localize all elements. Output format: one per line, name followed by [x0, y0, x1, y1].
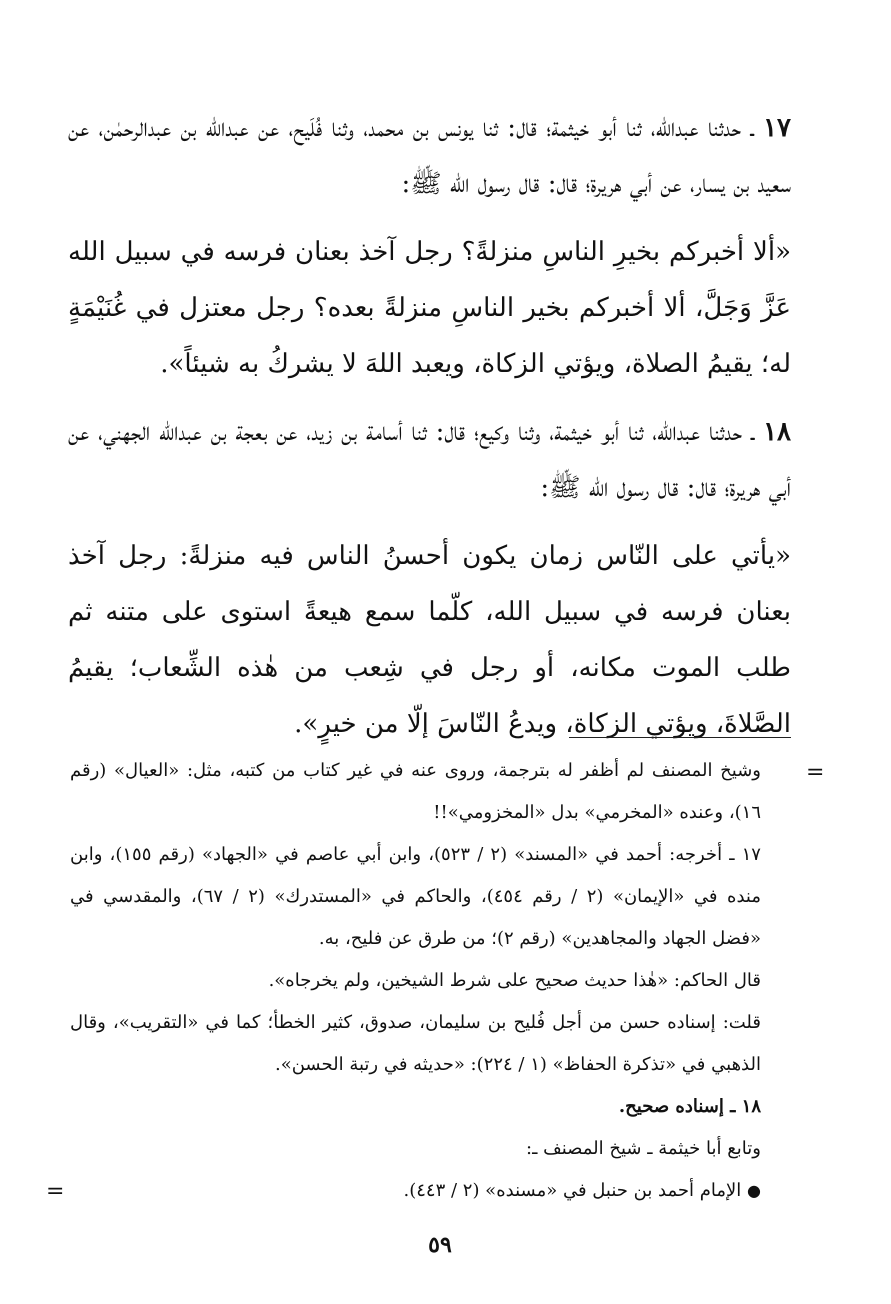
- footnote-17-qultu: قلت: إسناده حسن من أجل فُليح بن سليمان، صدوق، كثير الخطأ؛ كما في «التقريب»، وقال الذهبي في «تذكرة الحفاظ» (١ / ٢٢٤): «حديثه في رتبة الحسن».: [70, 1012, 761, 1075]
- hadith-17-number: ١٧: [763, 113, 791, 143]
- footnote-separator: [569, 737, 791, 738]
- hadith-17-isnad-text: ـ حدثنا عبدالله، ثنا أبو خيثمة؛ قال: ثنا يونس بن محمد، وثنا فُلَيح، عن عبدالله بن عبدالرحمٰن، عن سعيد بن يسار، عن أبي هريرة؛ قال: قال رسول الله ﷺ:: [68, 113, 791, 199]
- footnote-continuation: وشيخ المصنف لم أظفر له بترجمة، وروى عنه في غير كتاب من كتبه، مثل: «العيال» (رقم ١٦)، وعنده «المخرمي» بدل «المخزومي»!!: [70, 760, 761, 823]
- hadith-18-isnad: [68, 404, 791, 516]
- end-continuation-mark: =: [46, 1179, 65, 1204]
- continuation-mark: =: [806, 760, 825, 785]
- footnote-18-grade: ١٨ ـ إسناده صحيح.: [618, 1096, 761, 1117]
- bullet-icon: ●: [747, 1181, 761, 1200]
- footnote-17-hakim: قال الحاكم: «هٰذا حديث صحيح على شرط الشيخين، ولم يخرجاه».: [268, 970, 761, 991]
- hadith-17-isnad: [68, 100, 791, 212]
- hadith-18-number: ١٨: [763, 417, 791, 447]
- footnote-18-tabaa: وتابع أبا خيثمة ـ شيخ المصنف ـ:: [526, 1138, 761, 1159]
- footnote-18-bullet-item: [70, 1170, 791, 1212]
- page-number: ٥٩: [428, 1232, 452, 1258]
- footnotes: [70, 750, 791, 1212]
- footnote-17-takhrij: ١٧ ـ أخرجه: أحمد في «المسند» (٢ / ٥٢٣)، وابن أبي عاصم في «الجهاد» (رقم ١٥٥)، وابن منده في «الإيمان» (٢ / رقم ٤٥٤)، والحاكم في «المستدرك» (٢ / ٦٧)، والمقدسي في «فضل الجهاد والمجاهدين» (رقم ٢)؛ من طرق عن فليح، به.: [70, 844, 761, 949]
- hadith-18-isnad-text: ـ حدثنا عبدالله، ثنا أبو خيثمة، وثنا وكيع؛ قال: ثنا أسامة بن زيد، عن بعجة بن عبدالله الجهني، عن أبي هريرة؛ قال: قال رسول الله ﷺ:: [68, 417, 791, 503]
- footnote-18-bullet-text: الإمام أحمد بن حنبل في «مسنده» (٢ / ٤٤٣).: [403, 1180, 742, 1201]
- main-text: [68, 100, 791, 752]
- hadith-18-matn: «يأتي على النّاس زمان يكون أحسنُ الناس فيه منزلةً: رجل آخذ بعنان فرسه في سبيل الله، كلّما سمع هيعةً استوى على متنه ثم طلب الموت مكانه، أو رجل في شِعب من هٰذه الشِّعاب؛ يقيمُ الصَّلاةَ، ويؤتي الزكاة، ويدعُ النّاسَ إلّا من خيرٍ».: [68, 541, 791, 739]
- hadith-17-matn: «ألا أخبركم بخيرِ الناسِ منزلةً؟ رجل آخذ بعنان فرسه في سبيل الله عَزَّ وَجَلَّ، ألا أخبركم بخير الناسِ منزلةً بعده؟ رجل معتزل في غُنَيْمَةٍ له؛ يقيمُ الصلاة، ويؤتي الزكاة، ويعبد اللهَ لا يشركُ به شيئاً».: [68, 237, 791, 379]
